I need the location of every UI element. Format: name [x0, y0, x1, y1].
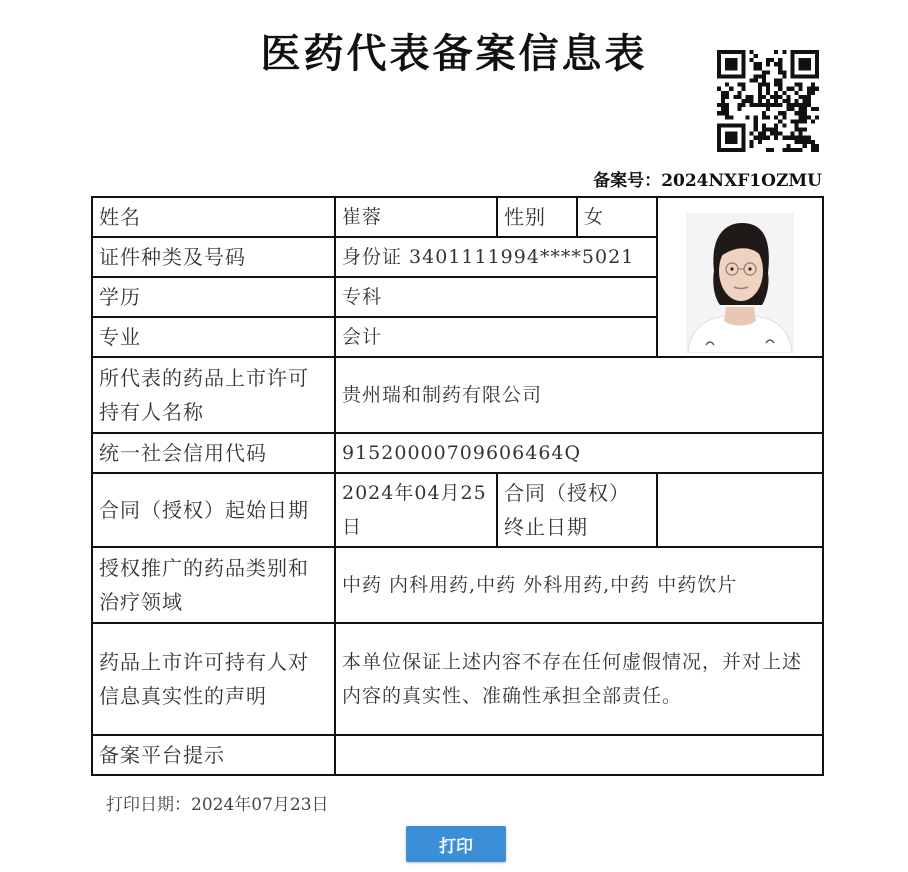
- education-value: 专科: [335, 277, 657, 317]
- print-button[interactable]: 打印: [406, 826, 506, 862]
- record-number-value: 2024NXF1OZMU: [661, 171, 822, 191]
- drug-categories-label: 授权推广的药品类别和治疗领域: [92, 547, 335, 623]
- declaration-value: 本单位保证上述内容不存在任何虚假情况，并对上述内容的真实性、准确性承担全部责任。: [335, 623, 823, 735]
- drug-categories-value: 中药 内科用药,中药 外科用药,中药 中药饮片: [335, 547, 823, 623]
- name-label: 姓名: [92, 197, 335, 237]
- avatar: [686, 213, 794, 353]
- table-row: [92, 473, 823, 547]
- table-row: [92, 547, 823, 623]
- gender-label: 性别: [497, 197, 577, 237]
- gender-value: 女: [577, 197, 657, 237]
- education-label: 学历: [92, 277, 335, 317]
- table-row: [92, 623, 823, 735]
- license-holder-label: 所代表的药品上市许可持有人名称: [92, 357, 335, 433]
- major-label: 专业: [92, 317, 335, 357]
- credit-code-value: 91520000709606464Q: [335, 433, 823, 473]
- contract-start-value: 2024年04月25日: [335, 473, 497, 547]
- license-holder-value: 贵州瑞和制药有限公司: [335, 357, 823, 433]
- photo-cell: [657, 197, 823, 357]
- contract-end-value: [657, 473, 823, 547]
- table-row: [92, 735, 823, 775]
- credit-code-label: 统一社会信用代码: [92, 433, 335, 473]
- info-table: [91, 196, 824, 776]
- page-title: 医药代表备案信息表: [260, 30, 648, 77]
- contract-end-label: 合同（授权）终止日期: [497, 473, 657, 547]
- platform-note-value: [335, 735, 823, 775]
- print-date-label: 打印日期：: [106, 795, 191, 815]
- declaration-label: 药品上市许可持有人对信息真实性的声明: [92, 623, 335, 735]
- contract-start-label: 合同（授权）起始日期: [92, 473, 335, 547]
- platform-note-label: 备案平台提示: [92, 735, 335, 775]
- id-doc-value: 身份证 3401111994****5021: [335, 237, 657, 277]
- record-number-label: 备案号：: [593, 171, 662, 191]
- record-number: [593, 166, 822, 191]
- name-value: 崔蓉: [335, 197, 497, 237]
- print-date: [106, 790, 329, 815]
- id-doc-label: 证件种类及号码: [92, 237, 335, 277]
- qr-code-icon: [717, 50, 819, 152]
- print-date-value: 2024年07月23日: [191, 795, 329, 815]
- table-row: [92, 357, 823, 433]
- table-row: [92, 433, 823, 473]
- major-value: 会计: [335, 317, 657, 357]
- table-row: [92, 197, 823, 237]
